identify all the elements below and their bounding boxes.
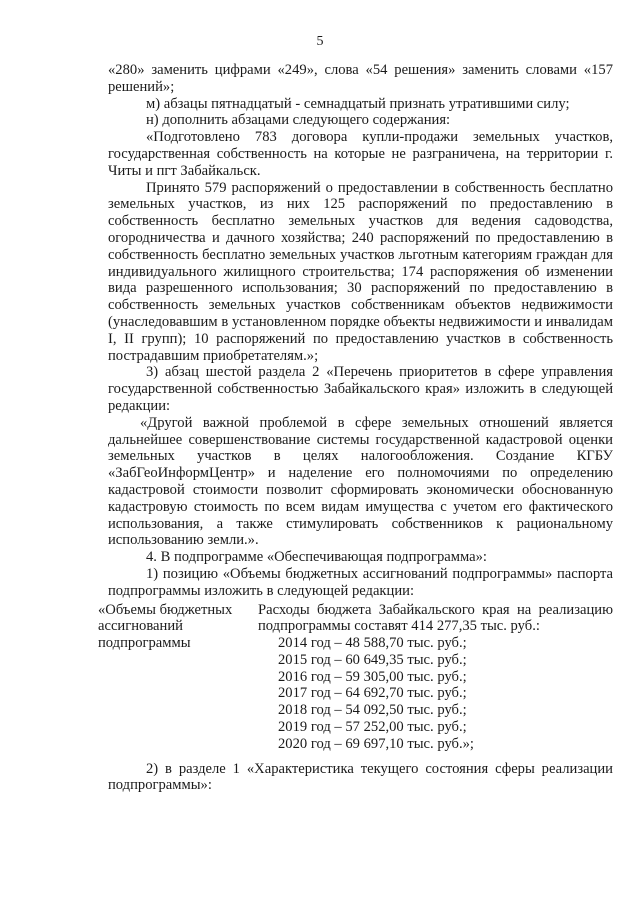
body-paragraphs-bottom [108, 761, 613, 795]
year-amount-line: 2020 год – 69 697,10 тыс. руб.»; [278, 735, 474, 752]
passport-label: «Объемы бюджетных ассигнований подпрограммы [98, 601, 233, 652]
paragraph: «Подготовлено 783 договора купли-продажи земельных участков, государственная собственность на которые не разграничена, на территории г. Читы и пгт Забайкальск. [108, 129, 613, 179]
passport-years [258, 635, 613, 753]
document-body [98, 62, 613, 794]
paragraph: «280» заменить цифрами «249», слова «54 решения» заменить словами «157 решений»; [108, 62, 613, 95]
paragraph: н) дополнить абзацами следующего содержания: [146, 112, 451, 129]
body-paragraphs-top [108, 62, 613, 600]
paragraph: 1) позицию «Объемы бюджетных ассигнований подпрограммы» паспорта подпрограммы изложить в следующей редакции: [108, 565, 613, 599]
spacer [108, 753, 613, 761]
paragraph: Принято 579 распоряжений о предоставлении в собственность бесплатно земельных участков, из них 125 распоряжений по предоставлению в собственность бесплатно земельных участков для ведения садоводства, огородничества и дачного хозяйства; 240 распоряжений по предоставлению в собственность бесплатно земельных участков льготным категориям граждан для индивидуального жилищного строительства; 174 распоряжения об изменении вида разрешенного использования; 30 распоряжений по предоставлению в собственность земельных участков собственникам объектов недвижимости (унаследовавшим в установленном порядке объекты недвижимости и инвалидам I, II групп); 10 распоряжений по предоставлению участков в собственность пострадавшим приобретателям.»; [108, 179, 613, 364]
year-amount-line: 2019 год – 57 252,00 тыс. руб.; [278, 719, 467, 736]
paragraph: м) абзацы пятнадцатый - семнадцатый признать утратившими силу; [146, 95, 570, 112]
year-amount-line: 2018 год – 54 092,50 тыс. руб.; [278, 702, 467, 719]
year-amount-line: 2016 год – 59 305,00 тыс. руб.; [278, 668, 467, 685]
passport-head: Расходы бюджета Забайкальского края на реализацию подпрограммы составят 414 277,35 тыс. руб.: [258, 601, 613, 635]
paragraph: 2) в разделе 1 «Характеристика текущего состояния сферы реализации подпрограммы»: [108, 760, 613, 794]
year-amount-line: 2014 год – 48 588,70 тыс. руб.; [278, 635, 467, 652]
year-amount-line: 2015 год – 60 649,35 тыс. руб.; [278, 651, 467, 668]
paragraph: 4. В подпрограмме «Обеспечивающая подпрограмма»: [146, 549, 487, 566]
year-amount-line: 2017 год – 64 692,70 тыс. руб.; [278, 685, 467, 702]
paragraph: «Другой важной проблемой в сфере земельных отношений является дальнейшее совершенствование системы государственной кадастровой оценки земельных участков в целях налогообложения. Создание КГБУ «ЗабГеоИнформЦентр» и наделение его полномочиями по определению кадастровой стоимости позволит сформировать экономически обоснованную кадастровую стоимость по всем видам имущества с учетом его фактического использования, а также стимулировать собственников к рациональному использованию земли.». [108, 414, 613, 549]
paragraph: 3) абзац шестой раздела 2 «Перечень приоритетов в сфере управления государственной собственностью Забайкальского края» изложить в следующей редакции: [108, 364, 613, 414]
passport-table [98, 601, 613, 753]
page-number: 5 [316, 34, 324, 49]
passport-values [258, 602, 613, 753]
